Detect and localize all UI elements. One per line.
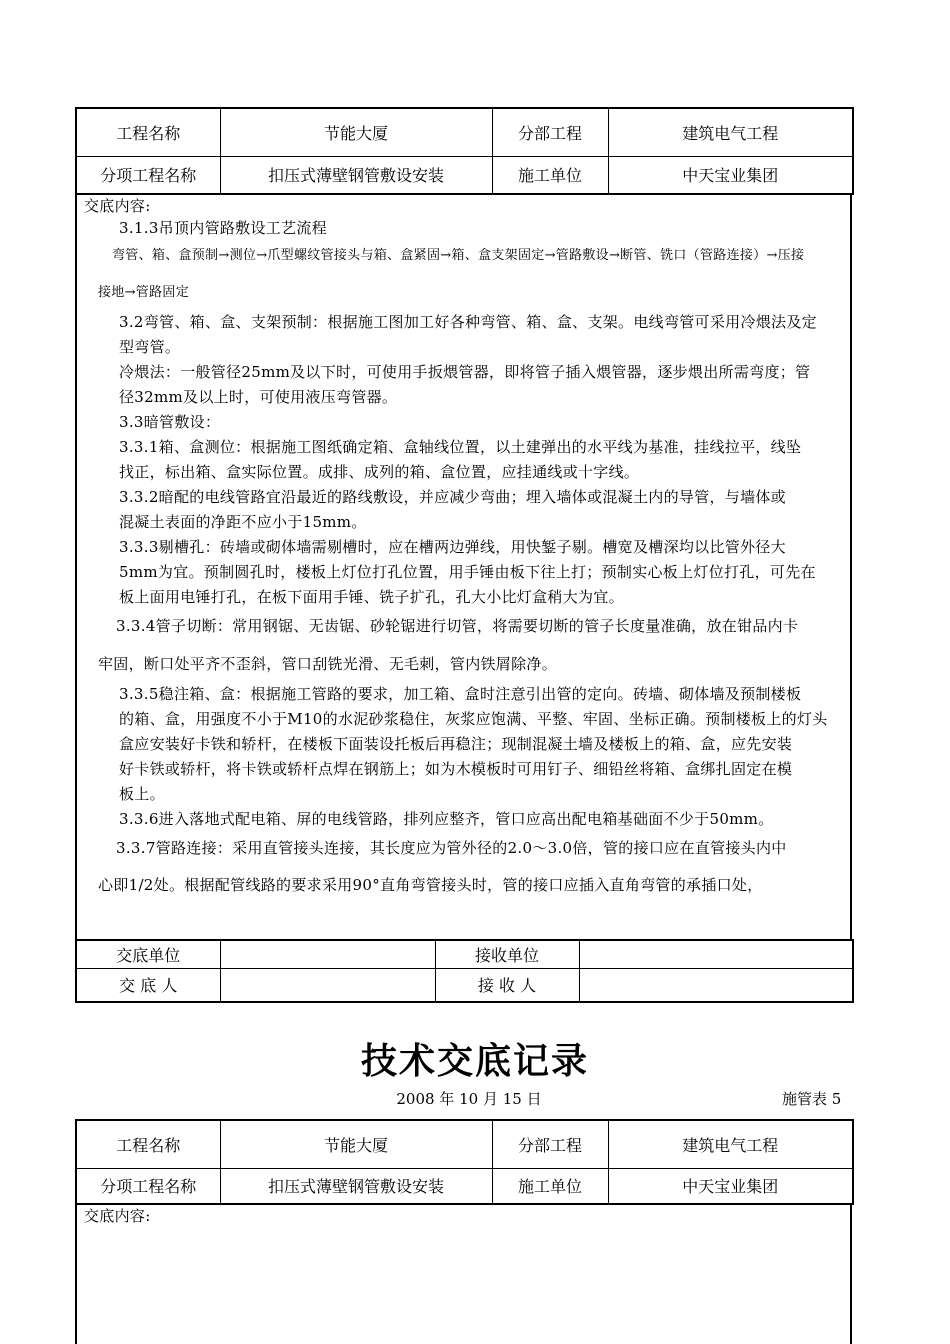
content-line: 盒应安装好卡铁和轿杆，在楼板下面装设托板后再稳注；现制混凝土墙及楼板上的箱、盒，应先安装: [119, 735, 793, 753]
content-line: 心即1/2处。根据配管线路的要求采用90°直角弯管接头时，管的接口应插入直角弯管的承插口处，: [98, 876, 763, 894]
project-info-table: [75, 107, 854, 195]
handover-unit-label: 交底单位: [76, 940, 220, 968]
project-info-table-2: [75, 1119, 854, 1205]
form-number: 施管表 5: [782, 1090, 842, 1108]
date-text: 2008 年 10 月 15 日: [396, 1090, 542, 1108]
page-title: 技术交底记录: [360, 1041, 589, 1082]
receiver-value: [579, 968, 853, 1002]
content-line: 3.1.3吊顶内管路敷设工艺流程: [119, 219, 327, 237]
content-line: 冷煨法：一般管径25mm及以下时，可使用手扳煨管器，即将管子插入煨管器，逐步煨出所需弯度；管: [119, 363, 811, 381]
content-line: 3.3.2暗配的电线管路宜沿最近的路线敷设，并应减少弯曲；埋入墙体或混凝土内的导管，与墙体或: [119, 488, 786, 506]
content-area-2: [75, 1204, 852, 1344]
content-line: 接地→管路固定: [98, 285, 189, 300]
content-line: 型弯管。: [119, 338, 181, 356]
receiving-unit-label: 接收单位: [435, 940, 579, 968]
content-line: 的箱、盒，用强度不小于M10的水泥砂浆稳住，灰浆应饱满、平整、牢固、坐标正确。预制楼板上的灯头: [119, 710, 828, 728]
handover-person-label: 交 底 人: [76, 968, 220, 1002]
handover-person-value: [220, 968, 435, 1002]
contractor-label: 施工单位: [492, 156, 608, 194]
content-line: 5mm为宜。预制圆孔时，楼板上灯位打孔位置，用手锤由板下往上打；预制实心板上灯位打孔，可先在: [119, 563, 816, 581]
content-line: 板上。: [119, 785, 165, 803]
receiving-unit-value: [579, 940, 853, 968]
subproject-value: 扣压式薄壁钢管敷设安装: [220, 1168, 492, 1204]
content-line: 找正，标出箱、盒实际位置。成排、成列的箱、盒位置，应挂通线或十字线。: [119, 463, 640, 481]
contractor-value: 中天宝业集团: [608, 1168, 853, 1204]
content-line: 3.3.4管子切断：常用钢锯、无齿锯、砂轮锯进行切管，将需要切断的管子长度量准确，放在钳品内卡: [116, 617, 799, 635]
content-line: 3.3.1箱、盒测位：根据施工图纸确定箱、盒轴线位置，以土建弹出的水平线为基准，挂线拉平，线坠: [119, 438, 802, 456]
content-line: 牢固，断口处平齐不歪斜，管口刮铣光滑、无毛刺，管内铁屑除净。: [98, 655, 558, 673]
content-line: 3.3.3剔槽孔：砖墙或砌体墙需剔槽时，应在槽两边弹线，用快錾子剔。槽宽及槽深均以比管外径大: [119, 538, 786, 556]
receiver-label: 接 收 人: [435, 968, 579, 1002]
content-line: 3.3.7管路连接：采用直管接头连接，其长度应为管外径的2.0～3.0倍，管的接口应在直管接头内中: [116, 839, 787, 857]
content-line: 3.3暗管敷设：: [119, 413, 221, 431]
division-value: 建筑电气工程: [608, 108, 853, 156]
project-name-value: 节能大厦: [220, 1120, 492, 1168]
handover-unit-value: [220, 940, 435, 968]
signoff-table: [75, 939, 854, 1003]
subproject-label: 分项工程名称: [76, 1168, 220, 1204]
content-line: 径32mm及以上时，可使用液压弯管器。: [119, 388, 398, 406]
content-line: 弯管、箱、盒预制→测位→爪型螺纹管接头与箱、盒紧固→箱、盒支架固定→管路敷设→断管、铣口（管路连接）→压接: [112, 248, 805, 263]
contractor-label: 施工单位: [492, 1168, 608, 1204]
project-name-label: 工程名称: [76, 1120, 220, 1168]
content-line: 3.3.6进入落地式配电箱、屏的电线管路，排列应整齐，管口应高出配电箱基础面不少于50mm。: [119, 810, 774, 828]
content-line: 板上面用电锤打孔，在板下面用手锤、铣子扩孔，孔大小比灯盒稍大为宜。: [119, 588, 624, 606]
content-label: 交底内容:: [84, 197, 151, 215]
project-name-value: 节能大厦: [220, 108, 492, 156]
contractor-value: 中天宝业集团: [608, 156, 853, 194]
content-line: 好卡铁或轿杆，将卡铁或轿杆点焊在钢筋上；如为木模板时可用钉子、细铅丝将箱、盒绑扎固定在模: [119, 760, 793, 778]
subproject-value: 扣压式薄壁钢管敷设安装: [220, 156, 492, 194]
content-line: 3.2弯管、箱、盒、支架预制：根据施工图加工好各种弯管、箱、盒、支架。电线弯管可采用冷煨法及定: [119, 313, 817, 331]
content-label-2: 交底内容:: [84, 1207, 151, 1225]
content-line: 3.3.5稳注箱、盒：根据施工管路的要求，加工箱、盒时注意引出管的定向。砖墙、砌体墙及预制楼板: [119, 685, 802, 703]
subproject-label: 分项工程名称: [76, 156, 220, 194]
content-line: 混凝土表面的净距不应小于15mm。: [119, 513, 367, 531]
division-value: 建筑电气工程: [608, 1120, 853, 1168]
division-label: 分部工程: [492, 1120, 608, 1168]
project-name-label: 工程名称: [76, 108, 220, 156]
division-label: 分部工程: [492, 108, 608, 156]
